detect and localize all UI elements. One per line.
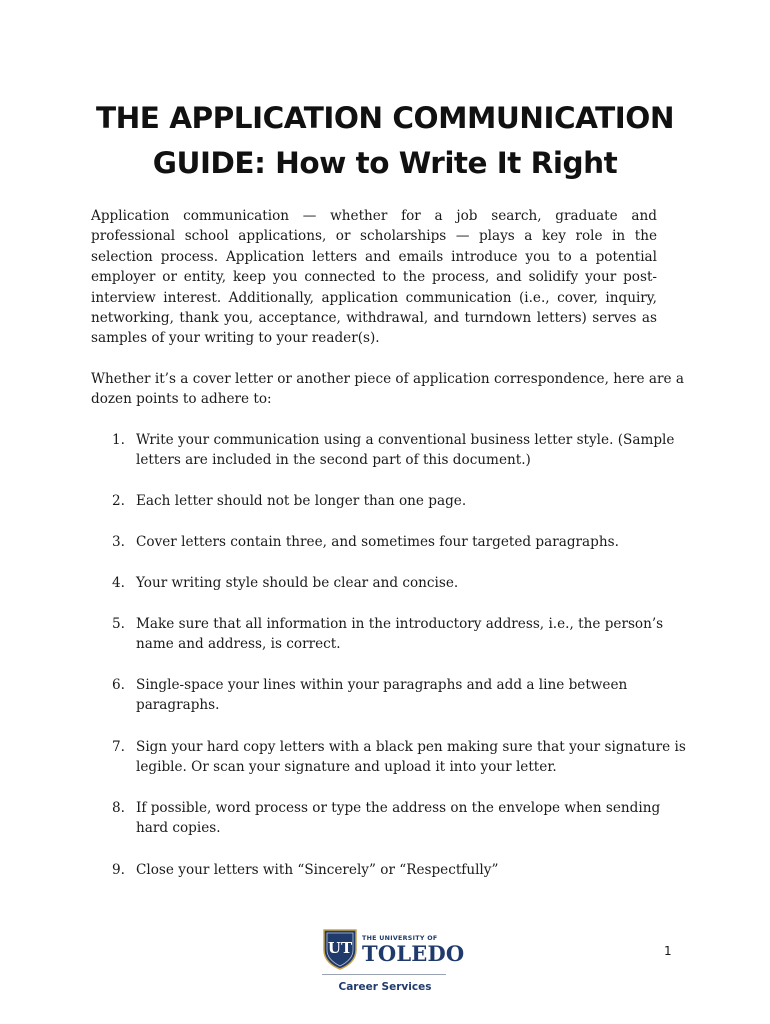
list-item-text: Make sure that all information in the introductory address, i.e., the person’s name and address, is correct. bbox=[136, 616, 664, 653]
lead-paragraph: Whether it’s a cover letter or another piece of application correspondence, here are a dozen points to adhere to: bbox=[91, 371, 684, 408]
list-item-number: 6. bbox=[112, 677, 125, 693]
list-item-number: 7. bbox=[112, 739, 125, 755]
list-item bbox=[91, 614, 691, 655]
list-item-number: 2. bbox=[112, 493, 125, 509]
logo-wordmark: TOLEDO bbox=[362, 941, 465, 966]
list-item bbox=[91, 532, 691, 552]
list-item-number: 5. bbox=[112, 616, 125, 632]
list-item bbox=[91, 798, 691, 839]
shield-icon bbox=[322, 928, 358, 970]
university-logo bbox=[322, 928, 465, 996]
page-number: 1 bbox=[664, 944, 672, 958]
logo-divider bbox=[322, 974, 446, 975]
list-item-text: Write your communication using a conventional business letter style. (Sample letters are included in the second part of this document.) bbox=[136, 432, 675, 469]
list-item-text: Your writing style should be clear and concise. bbox=[136, 575, 459, 591]
title-line-1: THE APPLICATION COMMUNICATION bbox=[95, 101, 675, 135]
list-item bbox=[91, 737, 691, 778]
list-item-text: Each letter should not be longer than one page. bbox=[136, 493, 467, 509]
department-name: Career Services bbox=[338, 981, 432, 993]
list-item-number: 3. bbox=[112, 534, 125, 550]
list-item-number: 1. bbox=[112, 432, 125, 448]
list-item bbox=[91, 491, 691, 511]
title-line-2: GUIDE: How to Write It Right bbox=[152, 146, 618, 180]
logo-university-of: THE UNIVERSITY OF bbox=[362, 935, 438, 942]
list-item-number: 8. bbox=[112, 800, 125, 816]
list-item-text: If possible, word process or type the address on the envelope when sending hard copies. bbox=[136, 800, 661, 837]
list-item-text: Single-space your lines within your paragraphs and add a line between paragraphs. bbox=[136, 677, 628, 714]
page-title bbox=[60, 96, 710, 186]
list-item-number: 4. bbox=[112, 575, 125, 591]
list-item-text: Cover letters contain three, and sometimes four targeted paragraphs. bbox=[136, 534, 619, 550]
list-item-text: Close your letters with “Sincerely” or “Respectfully” bbox=[136, 862, 499, 878]
intro-paragraph: Application communication — whether for a job search, graduate and professional school applications, or scholarships — plays a key role in the selection process. Application letters and emails introduce you to a potential employer or entity, keep you connected to the process, and solidify your post-interview interest. Additionally, application communication (i.e., cover, inquiry, networking, thank you, acceptance, withdrawal, and turndown letters) serves as samples of your writing to your reader(s). bbox=[91, 208, 657, 347]
list-item bbox=[91, 860, 691, 880]
list-item bbox=[91, 430, 691, 471]
list-item-number: 9. bbox=[112, 862, 125, 878]
list-item-text: Sign your hard copy letters with a black pen making sure that your signature is legible. Or scan your signature and upload it into your letter. bbox=[136, 739, 686, 776]
shield-monogram: UT bbox=[327, 939, 353, 957]
list-item bbox=[91, 573, 691, 593]
list-item bbox=[91, 675, 691, 716]
